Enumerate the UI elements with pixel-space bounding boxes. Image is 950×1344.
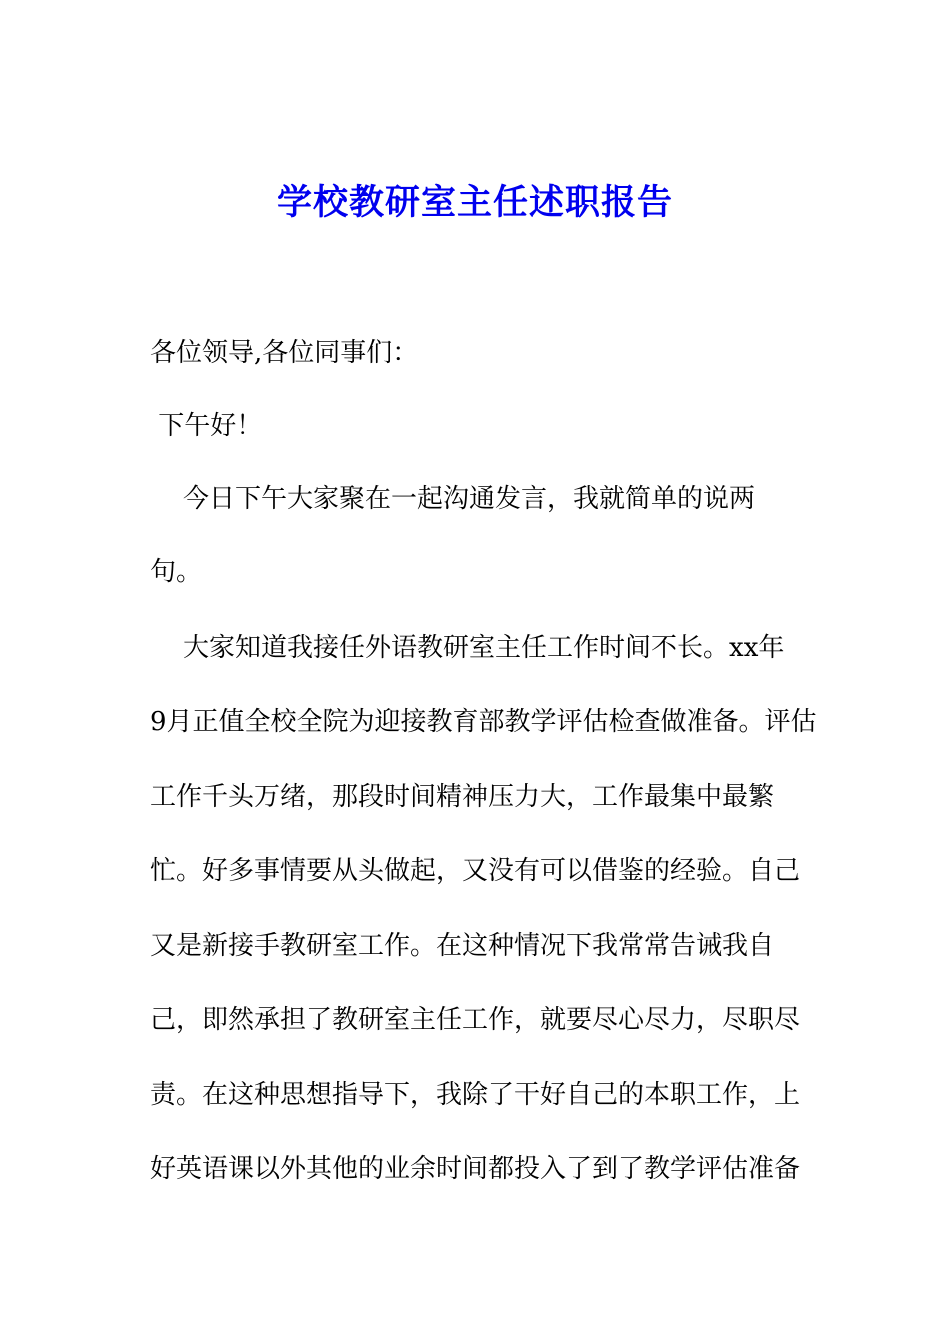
body-line: 9月正值全校全院为迎接教育部教学评估检查做准备。评估 xyxy=(150,707,817,737)
body-line: 己，即然承担了教研室主任工作，就要尽心尽力，尽职尽 xyxy=(150,1005,801,1035)
body-line: 句。 xyxy=(150,557,203,587)
body-line: 忙。好多事情要从头做起，又没有可以借鉴的经验。自己 xyxy=(150,856,801,886)
greeting-line: 下午好！ xyxy=(150,411,263,441)
body-line: 好英语课以外其他的业余时间都投入了到了教学评估准备 xyxy=(150,1154,801,1184)
body-line: 又是新接手教研室工作。在这种情况下我常常告诫我自 xyxy=(150,931,775,961)
body-line: 今日下午大家聚在一起沟通发言，我就简单的说两 xyxy=(150,484,756,514)
body-line: 大家知道我接任外语教研室主任工作时间不长。xx年 xyxy=(150,633,785,663)
body-line: 责。在这种思想指导下，我除了干好自己的本职工作，上 xyxy=(150,1080,801,1110)
document-title: 学校教研室主任述职报告 xyxy=(276,182,673,223)
body-line: 工作千头万绪，那段时间精神压力大，工作最集中最繁 xyxy=(150,782,775,812)
salutation-line: 各位领导,各位同事们： xyxy=(150,338,419,368)
